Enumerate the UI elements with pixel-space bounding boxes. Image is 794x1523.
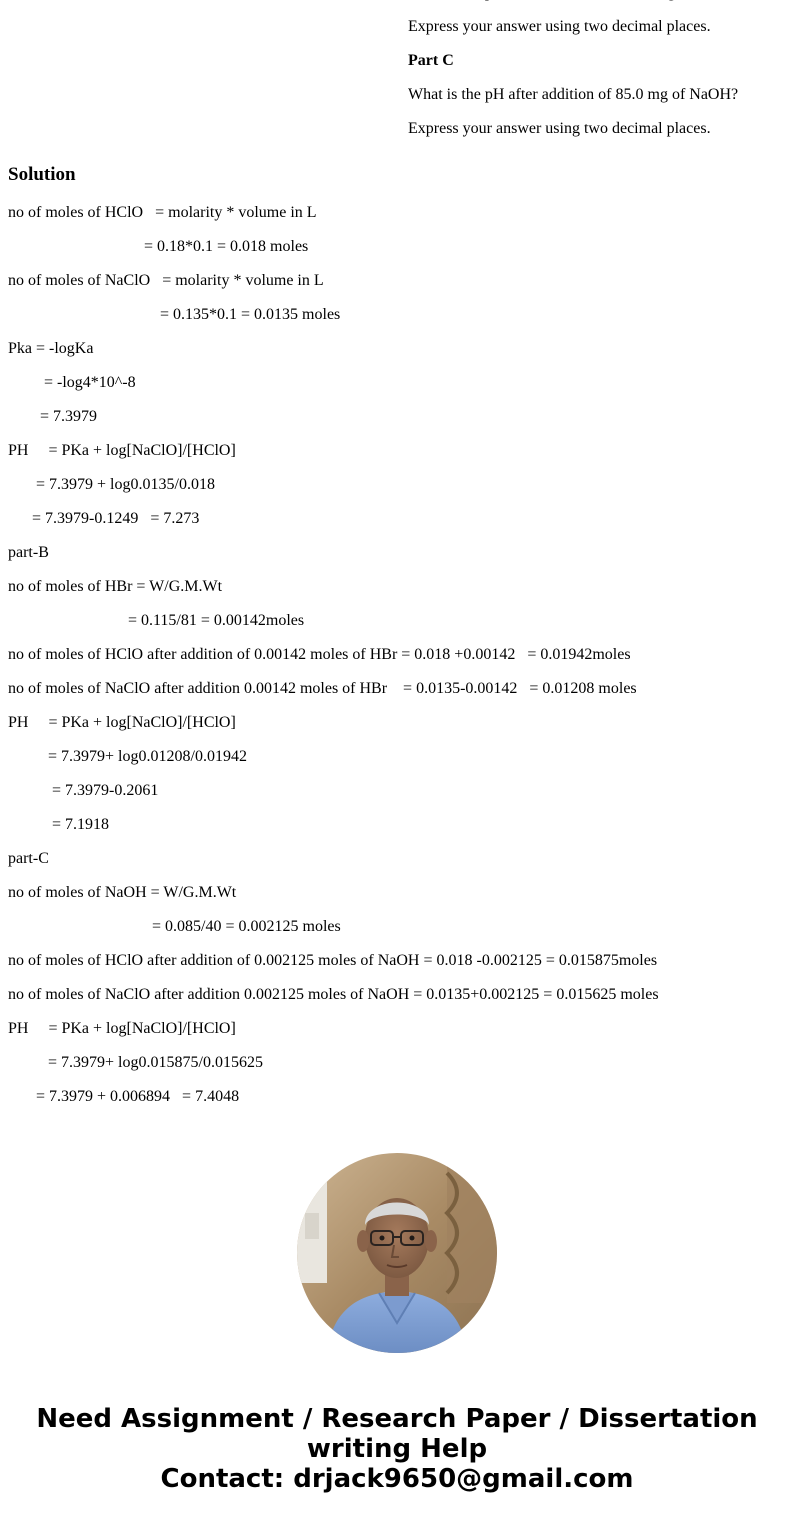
question-line: Express your answer using two decimal places. — [408, 18, 711, 35]
question-text — [408, 0, 788, 154]
solution-line: part-C — [8, 850, 49, 867]
solution-line: PH = PKa + log[NaClO]/[HClO] — [8, 1020, 236, 1037]
contact-banner — [0, 1404, 794, 1494]
author-avatar — [297, 1153, 497, 1353]
solution-line: = 7.1918 — [8, 816, 110, 833]
solution-line: = -log4*10^-8 — [8, 374, 136, 391]
question-line: Express your answer using two decimal places. — [408, 120, 711, 137]
solution-line: no of moles of NaOH = W/G.M.Wt — [8, 884, 237, 901]
solution-line: = 7.3979+ log0.015875/0.015625 — [8, 1054, 263, 1071]
question-line: What is the pH after addition of 85.0 mg of NaOH? — [408, 86, 739, 103]
solution-line: = 7.3979 + 0.006894 = 7.4048 — [8, 1088, 240, 1105]
solution-line: = 7.3979 — [8, 408, 98, 425]
solution-line: no of moles of HClO = molarity * volume in L — [8, 204, 317, 221]
solution-line: = 7.3979-0.2061 — [8, 782, 159, 799]
solution-line: = 0.115/81 = 0.00142moles — [8, 612, 305, 629]
solution-line: no of moles of NaClO after addition 0.002125 moles of NaOH = 0.0135+0.002125 = 0.015625 moles — [8, 986, 659, 1003]
solution-line: no of moles of HClO after addition of 0.00142 moles of HBr = 0.018 +0.00142 = 0.01942moles — [8, 646, 631, 663]
solution-line: = 0.085/40 = 0.002125 moles — [8, 918, 341, 935]
solution-heading: Solution — [8, 164, 76, 185]
solution-line: = 0.18*0.1 = 0.018 moles — [8, 238, 309, 255]
solution-line: = 7.3979-0.1249 = 7.273 — [8, 510, 200, 527]
solution-line: no of moles of NaClO after addition 0.00142 moles of HBr = 0.0135-0.00142 = 0.01208 moles — [8, 680, 637, 697]
solution-line: no of moles of HBr = W/G.M.Wt — [8, 578, 223, 595]
solution-line: = 0.135*0.1 = 0.0135 moles — [8, 306, 341, 323]
solution-line: = 7.3979 + log0.0135/0.018 — [8, 476, 215, 493]
question-line — [408, 0, 788, 2]
solution-line: no of moles of HClO after addition of 0.002125 moles of NaOH = 0.018 -0.002125 = 0.015875moles — [8, 952, 658, 969]
solution-body — [8, 204, 788, 1122]
cta-line-3: Contact: drjack9650@gmail.com — [160, 1464, 634, 1494]
solution-line: = 7.3979+ log0.01208/0.01942 — [8, 748, 247, 765]
solution-line: PH = PKa + log[NaClO]/[HClO] — [8, 714, 236, 731]
cta-line-2: writing Help — [306, 1434, 488, 1464]
solution-line: PH = PKa + log[NaClO]/[HClO] — [8, 442, 236, 459]
part-heading: Part C — [408, 52, 454, 69]
solution-line: Pka = -logKa — [8, 340, 94, 357]
author-photo — [297, 1153, 497, 1353]
solution-line: no of moles of NaClO = molarity * volume in L — [8, 272, 324, 289]
solution-line: part-B — [8, 544, 49, 561]
cta-line-1: Need Assignment / Research Paper / Dissertation — [36, 1404, 758, 1434]
